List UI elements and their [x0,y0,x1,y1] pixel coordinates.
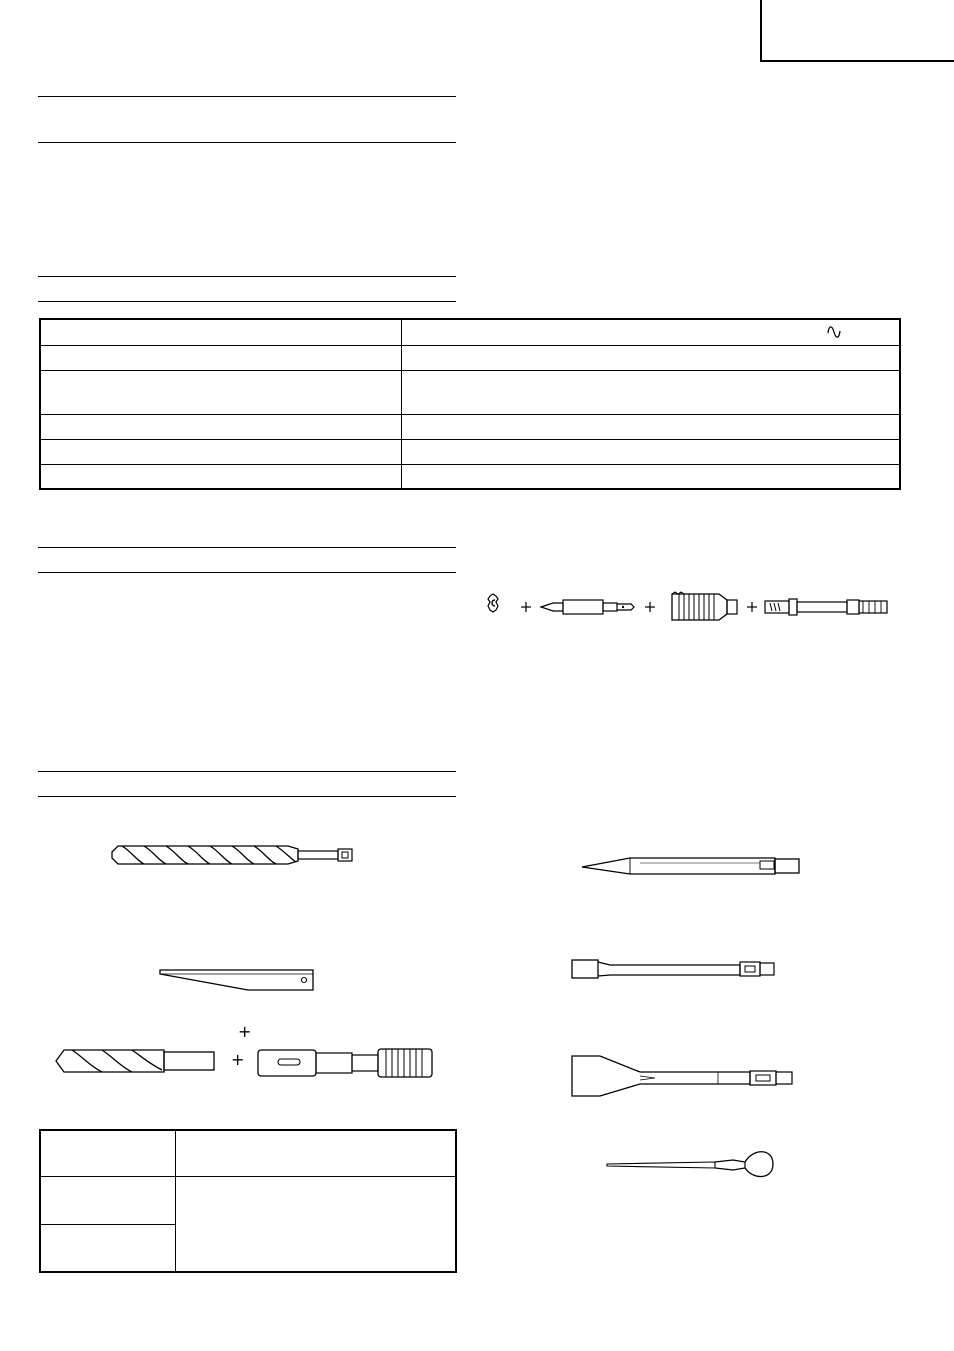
spec-label [40,464,402,489]
plus-sign: + [231,1050,245,1069]
table-row [40,464,900,489]
language-tab-box [760,0,954,62]
spec-label [40,370,402,414]
section-rule-4-top [38,771,456,772]
center-pin-icon [488,594,498,612]
bull-point-icon [580,853,805,877]
core-bit-set-figure [483,590,893,626]
spec-value [402,414,901,439]
table-row [40,439,900,464]
cleaning-cup-icon [605,1146,785,1186]
table-row [40,370,900,414]
section-rule-1-top [38,96,456,97]
core-bit-icon [672,592,737,620]
spec-label [40,439,402,464]
center-pin-shank-icon [541,600,634,614]
plus-sign: + [238,1022,252,1041]
table-header-label [40,1130,176,1176]
table-row [40,345,900,370]
section-rule-2-bottom [38,301,456,302]
table-row [40,414,900,439]
drill-chuck-adapter-icon [256,1046,436,1080]
table-row [40,319,900,345]
plus-sign [521,602,531,612]
table-row [40,1130,456,1176]
cold-chisel-icon [570,956,780,982]
section-rule-3-bottom [38,572,456,573]
table-cell-label [40,1176,176,1224]
spec-label [40,319,402,345]
taper-shank-adapter-icon [765,599,887,615]
ac-current-symbol-icon [826,322,842,342]
spec-value [402,345,901,370]
drill-bit-icon [108,840,358,870]
table-header-value [176,1130,457,1176]
table-cell-label [40,1224,176,1272]
spec-value [402,464,901,489]
bit-size-table [39,1129,457,1273]
table-cell-merged-value [176,1176,457,1272]
spec-value [402,439,901,464]
scoop-chisel-icon [570,1052,800,1100]
plus-sign [747,602,757,612]
plus-sign [645,602,655,612]
section-rule-1-bottom [38,142,456,143]
section-rule-4-bottom [38,796,456,797]
spec-value [402,370,901,414]
section-rule-3-top [38,547,456,548]
specifications-table [39,318,901,490]
section-rule-2-top [38,276,456,277]
cotter-icon [158,966,318,994]
table-row [40,1176,456,1224]
spec-label [40,345,402,370]
spec-label [40,414,402,439]
straight-shank-drill-bit-icon [54,1044,219,1078]
